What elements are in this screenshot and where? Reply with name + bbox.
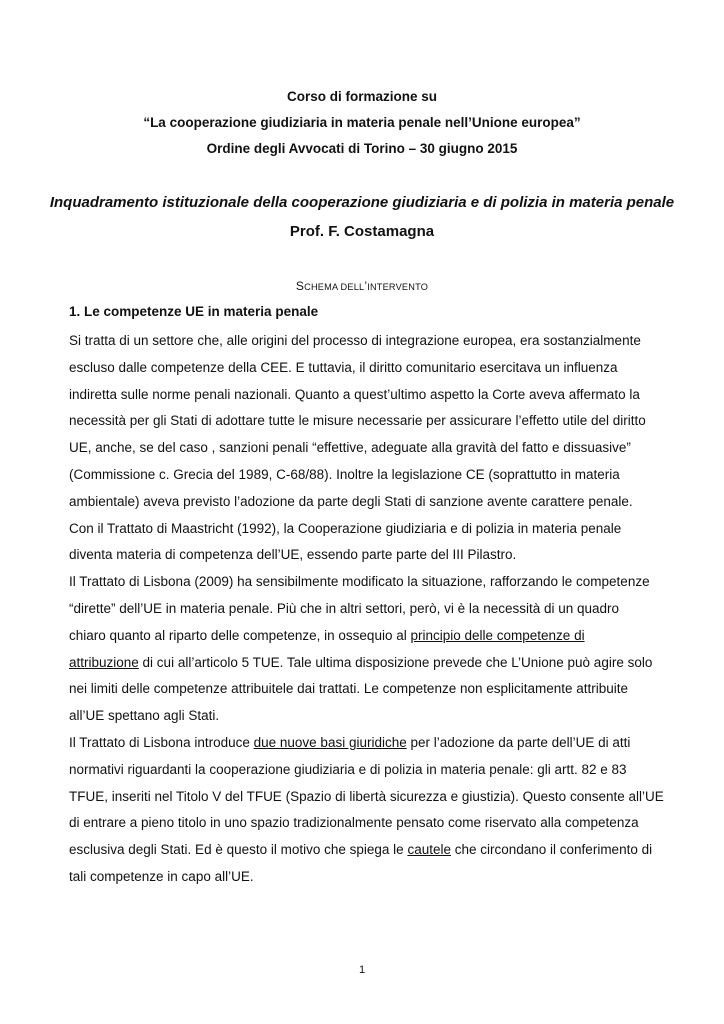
text-line: Il Trattato di Lisbona (2009) ha sensibilmente modificato la situazione, rafforzando le competenze	[69, 574, 650, 590]
body-text	[69, 328, 664, 891]
text-line: diventa materia di competenza dell’UE, essendo parte parte del III Pilastro.	[69, 547, 517, 563]
section-heading: 1. Le competenze UE in materia penale	[69, 304, 319, 319]
text-segment: di cui all’articolo 5 TUE. Tale ultima disposizione prevede che L’Unione può agire solo	[138, 654, 653, 670]
text-line: indiretta sulle norme penali nazionali. Quanto a quest’ultimo aspetto la Corte aveva affermato la	[69, 386, 640, 402]
text-segment: esclusiva degli Stati. Ed è questo il motivo che spiega le	[69, 842, 408, 858]
schema-rest-1: CHEMA DELL	[304, 282, 365, 292]
text-line: “dirette” dell’UE in materia penale. Più che in altri settori, però, vi è la necessità di un quadro	[69, 600, 620, 616]
text-line: (Commissione c. Grecia del 1989, C-68/88). Inoltre la legislazione CE (soprattutto in materia	[69, 466, 620, 482]
course-venue-date: Ordine degli Avvocati di Torino – 30 giugno 2015	[206, 141, 518, 156]
text-line	[69, 650, 659, 677]
course-title: “La cooperazione giudiziaria in materia penale nell’Unione europea”	[143, 115, 581, 130]
text-line: necessità per gli Stati di adottare tutte le misure necessarie per assicurare l’effetto utile del diritto	[69, 413, 646, 429]
schema-initial-s: S	[295, 279, 305, 293]
text-line	[69, 623, 659, 650]
document-title: Inquadramento istituzionale della cooperazione giudiziaria e di polizia in materia penale	[49, 194, 675, 211]
text-line: normativi riguardanti la cooperazione giudiziaria e di polizia in materia penale: gli artt. 82 e 83	[69, 761, 627, 777]
text-line: escluso dalle competenze della CEE. E tuttavia, il diritto comunitario esercitava un influenza	[69, 359, 618, 375]
text-segment: che circondano il conferimento di	[450, 842, 653, 858]
underlined-phrase: principio delle competenze di	[410, 627, 585, 643]
schema-heading	[0, 276, 724, 297]
text-line: tali competenze in capo all’UE.	[69, 868, 254, 884]
text-line: ambientale) aveva previsto l’adozione da parte degli Stati di sanzione avente carattere penale.	[69, 493, 633, 509]
text-segment: chiaro quanto al riparto delle competenze, in ossequio al	[69, 627, 411, 643]
underlined-phrase: due nuove basi giuridiche	[253, 734, 407, 750]
text-line	[69, 837, 659, 864]
text-line: Con il Trattato di Maastricht (1992), la Cooperazione giudiziaria e di polizia in materia penale	[69, 520, 622, 536]
course-intro: Corso di formazione su	[286, 89, 438, 104]
text-segment: per l’adozione da parte dell’UE di atti	[406, 734, 631, 750]
text-line: all’UE spettano agli Stati.	[69, 708, 220, 724]
underlined-phrase: cautele	[407, 842, 451, 858]
text-line: di entrare a pieno titolo in uno spazio tradizionalmente pensato come riservato alla competenza	[69, 815, 639, 831]
text-line: nei limiti delle competenze attribuitele dai trattati. Le competenze non esplicitamente attribuite	[69, 681, 629, 697]
underlined-phrase: attribuzione	[69, 654, 139, 670]
text-segment: Il Trattato di Lisbona introduce	[69, 734, 254, 750]
schema-rest-2: INTERVENTO	[367, 282, 429, 292]
text-line: UE, anche, se del caso , sanzioni penali “effettive, adeguate alla gravità del fatto e dissuasive”	[69, 440, 631, 456]
author: Prof. F. Costamagna	[289, 223, 435, 240]
text-line: Si tratta di un settore che, alle origini del processo di integrazione europea, era sostanzialmente	[69, 333, 641, 348]
text-line	[69, 730, 659, 757]
text-line: TFUE, inseriti nel Titolo V del TFUE (Spazio di libertà sicurezza e giustizia). Questo consente all’UE	[69, 788, 664, 804]
schema-apostrophe: ’	[364, 279, 368, 293]
page-number: 1	[358, 964, 366, 976]
